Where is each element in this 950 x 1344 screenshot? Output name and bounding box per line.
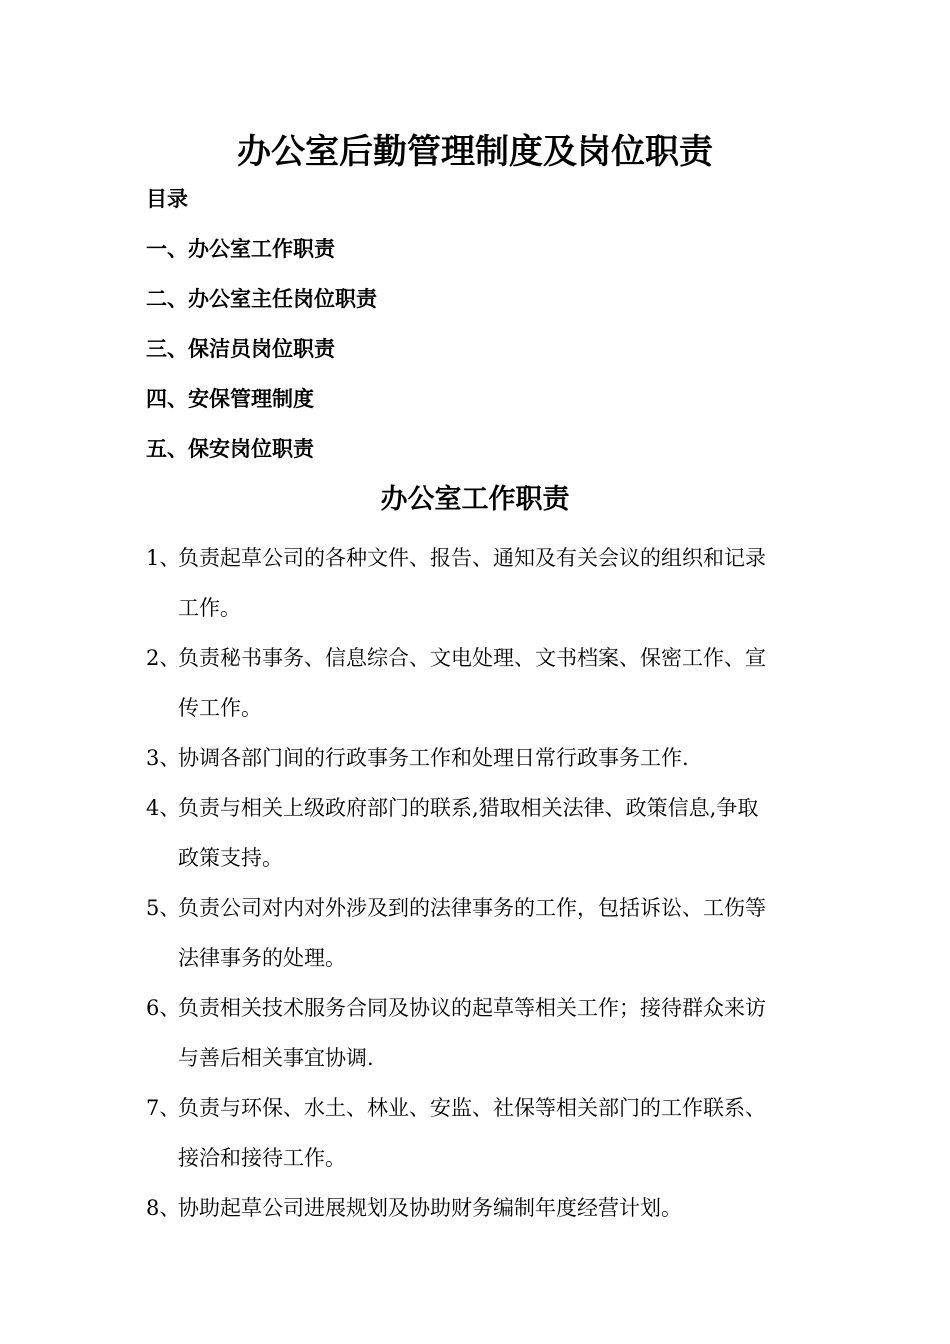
duty-text-line: 负责起草公司的各种文件、报告、通知及有关会议的组织和记录 [178,546,766,570]
duty-text-line: 负责公司对内对外涉及到的法律事务的工作，包括诉讼、工伤等 [178,896,766,920]
duty-text-line: 工作。 [178,596,241,620]
duty-number: 5、 [146,896,181,920]
duty-number: 1、 [146,546,181,570]
toc-heading: 目录 [146,187,188,211]
duty-item [146,883,816,983]
toc-item: 三、保洁员岗位职责 [146,337,335,361]
duty-number: 2、 [146,646,181,670]
duty-item [146,783,816,883]
duty-text-line: 负责秘书事务、信息综合、文电处理、文书档案、保密工作、宣 [178,646,766,670]
duty-text-line: 政策支持。 [178,846,283,870]
duty-text-line: 与善后相关事宜协调. [178,1046,374,1070]
duty-item [146,633,816,733]
duty-text-line: 负责相关技术服务合同及协议的起草等相关工作；接待群众来访 [178,996,766,1020]
duty-number: 7、 [146,1096,181,1120]
duty-number: 8、 [146,1196,181,1220]
duty-text-line: 法律事务的处理。 [178,946,346,970]
toc-item: 二、办公室主任岗位职责 [146,287,377,311]
duty-item [146,983,816,1083]
document-title: 办公室后勤管理制度及岗位职责 [237,132,713,172]
toc-item: 一、办公室工作职责 [146,237,335,261]
duty-text-line: 接洽和接待工作。 [178,1146,346,1170]
section-title: 办公室工作职责 [380,484,570,515]
duty-text-line: 负责与相关上级政府部门的联系,猎取相关法律、政策信息,争取 [178,796,759,820]
duty-item [146,1183,816,1233]
duty-item [146,1083,816,1183]
duty-number: 4、 [146,796,181,820]
table-of-contents [146,234,377,484]
toc-item: 五、保安岗位职责 [146,437,314,461]
duty-number: 6、 [146,996,181,1020]
duty-item [146,733,816,783]
duty-number: 3、 [146,746,181,770]
duty-text-line: 传工作。 [178,696,262,720]
duty-text-line: 协助起草公司进展规划及协助财务编制年度经营计划。 [178,1196,682,1220]
duty-text-line: 负责与环保、水土、林业、安监、社保等相关部门的工作联系、 [178,1096,766,1120]
duty-text-line: 协调各部门间的行政事务工作和处理日常行政事务工作. [178,746,689,770]
toc-item: 四、安保管理制度 [146,387,314,411]
duty-item [146,533,816,633]
duty-list [146,533,816,1233]
